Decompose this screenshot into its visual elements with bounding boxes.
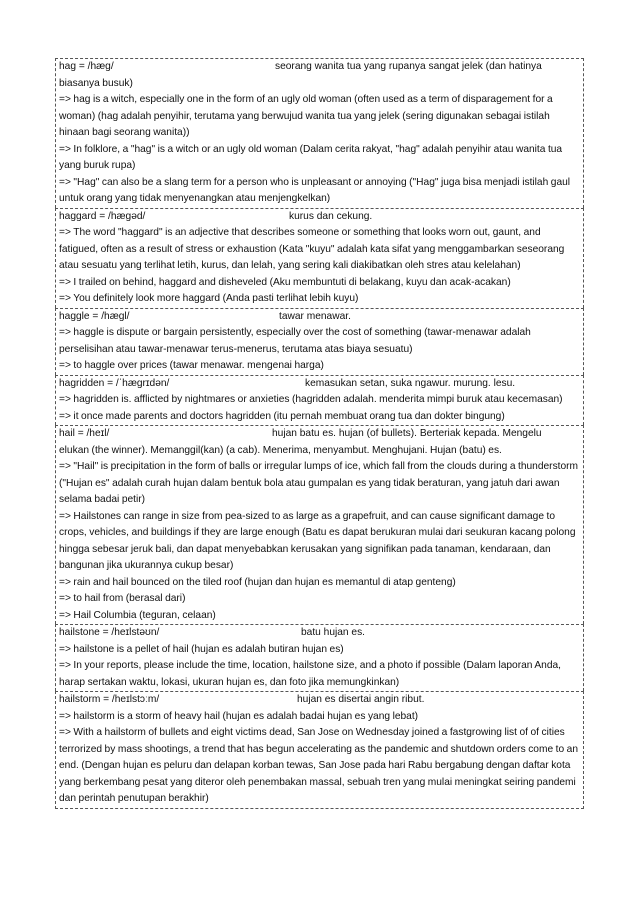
headword: hail = /heɪl/ xyxy=(59,428,110,439)
headword: hailstone = /heɪlstəʊn/ xyxy=(59,627,160,638)
example-line: => rain and hail bounced on the tiled roof (hujan dan hujan es memantul di atap genteng) xyxy=(59,576,456,588)
example-line: => With a hailstorm of bullets and eight victims dead, San Jose on Wednesday joined a fastgrowing list of of cities terrorized by mass shootings, a trend that has begun accelerating as the pandemic and shutdown orders come to an end. (Dengan hujan es peluru dan delapan korban tewas, San Jose pada hari Rabu bergabung dengan daftar kota yang berkembang pesat yang diteror oleh penembakan massal, sebuah tren yang mulai meningkat seiring pandemi dan perintah penutupan berakhir) xyxy=(59,727,578,804)
example-line: => "Hail" is precipitation in the form of balls or irregular lumps of ice, which fall from the clouds during a thunderstorm ("Hujan es" adalah curah hujan dalam bentuk bola atau gumpalan es yang tidak beraturan, yang jatuh dari awan selama badai petir) xyxy=(59,461,579,505)
example-line: => Hailstones can range in size from pea-sized to as large as a grapefruit, and can cause significant damage to crops, vehicles, and buildings if they are large enough (Batu es dapat berukuran mulai dari seukuran kacang polong hingga sebesar jeruk bali, dan dapat menyebabkan kerusakan yang signifikan pada tanaman, kendaraan, dan bangunan jika ukurannya cukup besar) xyxy=(59,510,576,571)
headword: haggle = /hægl/ xyxy=(59,310,130,322)
example-line: => hailstorm is a storm of heavy hail (hujan es adalah badai hujan es yang lebat) xyxy=(59,710,419,722)
entry-hailstone xyxy=(55,624,584,691)
headword: hailstorm = /heɪlstɔːm/ xyxy=(59,694,160,705)
entry-haggard xyxy=(55,208,584,308)
entry-head xyxy=(59,376,580,393)
example-line: => to hail from (berasal dari) xyxy=(59,593,186,604)
example-line: => "Hag" can also be a slang term for a person who is unpleasant or annoying ("Hag" juga bisa menjadi istilah gaul untuk orang yang tidak menyenangkan atau menjengkelkan) xyxy=(59,176,571,204)
meaning: batu hujan es. xyxy=(301,627,366,638)
example-line: => I trailed on behind, haggard and disheveled (Aku membuntuti di belakang, kuyu dan acak-acakan) xyxy=(59,276,511,288)
example-line: => it once made parents and doctors hagridden (itu pernah membuat orang tua dan dokter bingung) xyxy=(59,410,505,422)
example-line: => The word "haggard" is an adjective that describes someone or something that looks worn out, gaunt, and fatigued, often as a result of stress or exhaustion (Kata "kuyu" adalah kata sifat yang menggambarkan seseorang atau sesuatu yang terlihat letih, kurus, dan lelah, yang sering kali diakibatkan oleh stres atau kelelahan) xyxy=(59,227,565,271)
meaning: kemasukan setan, suka ngawur. murung. lesu. xyxy=(305,377,516,389)
meaning-continuation: elukan (the winner). Memanggil(kan) (a cab). Menerima, menyambut. Menghujani. Hujan (batu) es. xyxy=(59,444,502,456)
headword: hag = /hæg/ xyxy=(59,61,114,72)
headword: haggard = /hægəd/ xyxy=(59,210,146,222)
meaning: hujan es disertai angin ribut. xyxy=(297,694,425,705)
entry-hag xyxy=(55,58,584,208)
example-line: => You definitely look more haggard (Anda pasti terlihat lebih kuyu) xyxy=(59,293,359,304)
dictionary-document xyxy=(55,58,584,809)
example-line: => to haggle over prices (tawar menawar. mengenai harga) xyxy=(59,360,324,371)
example-line: => hag is a witch, especially one in the form of an ugly old woman (often used as a term of disparagement for a woman) (hag adalah penyihir, terutama yang berwujud wanita tua yang jelek (sering digunakan sebagai istilah hinaan bagi seorang wanita)) xyxy=(59,94,553,138)
example-line: => Hail Columbia (teguran, celaan) xyxy=(59,609,216,621)
entry-hailstorm xyxy=(55,691,584,809)
example-line: => haggle is dispute or bargain persistently, especially over the cost of something (tawar-menawar adalah perselisihan atau tawar-menawar terus-menerus, terutama atas biaya sesuatu) xyxy=(59,327,531,355)
example-line: => In your reports, please include the time, location, hailstone size, and a photo if possible (Dalam laporan Anda, harap sertakan waktu, lokasi, ukuran hujan es, dan foto jika memungkinkan) xyxy=(59,660,562,688)
meaning-continuation: biasanya busuk) xyxy=(59,77,133,89)
entry-head xyxy=(59,426,580,443)
meaning: seorang wanita tua yang rupanya sangat jelek (dan hatinya xyxy=(275,61,542,72)
example-line: => In folklore, a "hag" is a witch or an ugly old woman (Dalam cerita rakyat, "hag" adalah penyihir atau wanita tua yang buruk rupa) xyxy=(59,143,563,171)
entry-head xyxy=(59,209,580,226)
example-line: => hagridden is. afflicted by nightmares or anxieties (hagridden adalah. menderita mimpi buruk atau kecemasan) xyxy=(59,394,563,405)
entry-haggle xyxy=(55,308,584,375)
entry-hail xyxy=(55,425,584,624)
meaning: tawar menawar. xyxy=(279,310,351,322)
meaning: kurus dan cekung. xyxy=(289,210,373,222)
example-line: => hailstone is a pellet of hail (hujan es adalah butiran hujan es) xyxy=(59,643,344,655)
entry-head xyxy=(59,692,580,709)
entry-head xyxy=(59,309,580,326)
entry-head xyxy=(59,625,580,642)
entry-hagridden xyxy=(55,375,584,426)
headword: hagridden = /ˈhægrɪdən/ xyxy=(59,377,170,389)
entry-head xyxy=(59,59,580,76)
meaning: hujan batu es. hujan (of bullets). Berteriak kepada. Mengelu xyxy=(272,428,542,439)
